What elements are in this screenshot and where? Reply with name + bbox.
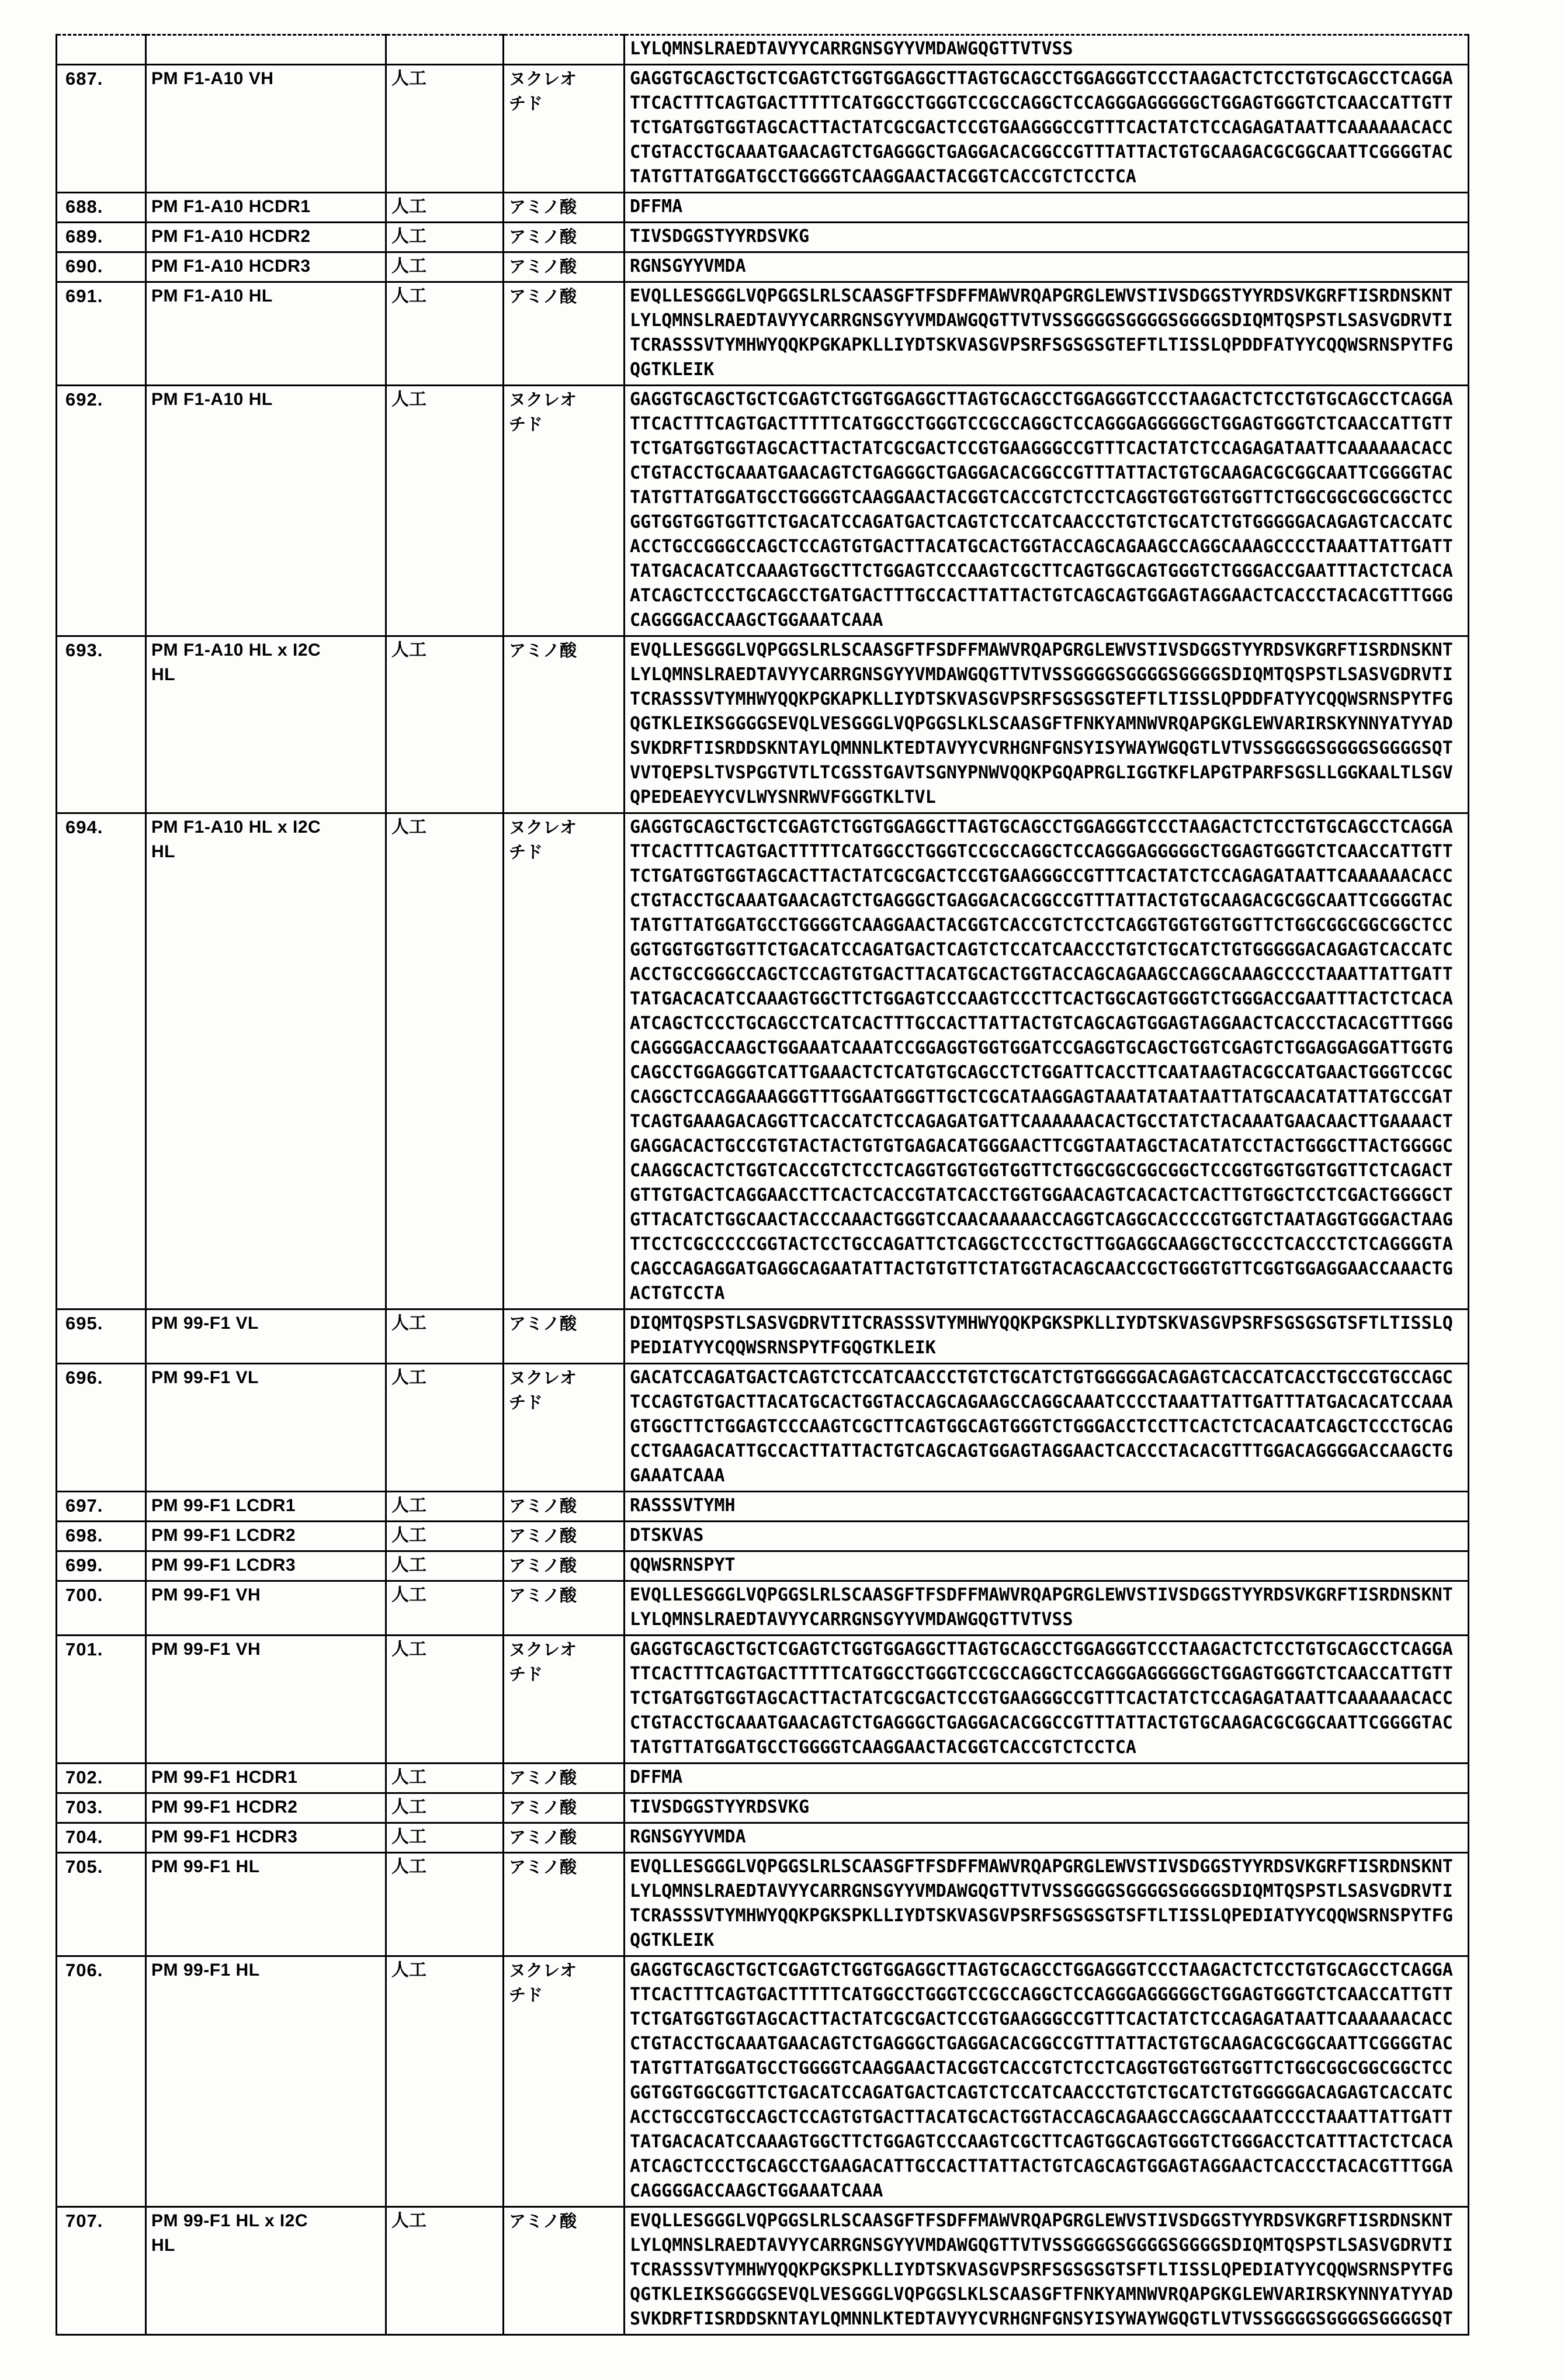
cell-origin: 人工: [386, 1309, 504, 1364]
cell-name: PM 99-F1 HCDR3: [146, 1823, 386, 1853]
continuation-row: [57, 35, 1469, 65]
cell-type: アミノ酸: [504, 1551, 625, 1581]
cell-name: PM 99-F1 LCDR2: [146, 1522, 386, 1551]
cell-sequence: GAGGTGCAGCTGCTCGAGTCTGGTGGAGGCTTAGTGCAGCCTGGAGGGTCCCTAAGACTCTCCTGTGCAGCCTCAGGA TTCACTTTCAGTGACTTTTTCATGGCCTGGGTCCGCCAGGCTCCAGGGAGGGGGCTGGAGTGGGTCTCAACCATTGTT TCTGATGGTGGTAGCACTTACTATCGCGACTCCGTGAAGGGCCGTTTCACTATCTCCAGAGATAATTCAAAAAACACC CTGTACCTGCAAATGAACAGTCTGAGGGCTGAGGACACGGCCGTTTATTACTGTGCAAGACGCGGCAATTCGGGGTAC TATGTTATGGATGCCTGGGGTCAAGGAACTACGGTCACCGTCTCCTCAGGTGGTGGTGGTTCTGGCGGCGGCGGCTCC GGTGGTGGTGGTTCTGACATCCAGATGACTCAGTCTCCATCAACCCTGTCTGCATCTGTGGGGGACAGAGTCACCATC ACCTGCCGGGCCAGCTCCAGTGTGACTTACATGCACTGGTACCAGCAGAAGCCAGGCAAAGCCCCTAAATTATTGATT TATGACACATCCAAAGTGGCTTCTGGAGTCCCAAGTCGCTTCAGTGGCAGTGGGTCTGGGACCGAATTTACTCTCACA ATCAGCTCCCTGCAGCCTGATGACTTTGCCACTTATTACTGTCAGCAGTGGAGTAGGAACTCACCCTACACGTTTGGG CAGGGGACCAAGCTGGAAATCAAA: [625, 386, 1469, 636]
cell-name: PM 99-F1 HL: [146, 1853, 386, 1956]
cell-name: PM 99-F1 HL x I2C HL: [146, 2207, 386, 2335]
cell-origin: 人工: [386, 1522, 504, 1551]
cell-number: 706.: [57, 1956, 146, 2207]
cell-number: 697.: [57, 1492, 146, 1522]
cell-origin: 人工: [386, 223, 504, 252]
cell-type: ヌクレオ チド: [504, 813, 625, 1309]
cell-sequence: DIQMTQSPSTLSASVGDRVTITCRASSSVTYMHWYQQKPGKSPKLLIYDTSKVASGVPSRFSGSGSGTSFTLTISSLQ PEDIATYYCQQWSRNSPYTFGQGTKLEIK: [625, 1309, 1469, 1364]
cell-name: PM 99-F1 LCDR3: [146, 1551, 386, 1581]
cell-origin: 人工: [386, 193, 504, 223]
document-page: [0, 34, 1564, 2380]
cell-sequence: EVQLLESGGGLVQPGGSLRLSCAASGFTFSDFFMAWVRQAPGRGLEWVSTIVSDGGSTYYRDSVKGRFTISRDNSKNT LYLQMNSLRAEDTAVYYCARRGNSGYYVMDAWGQGTTVTVSS: [625, 1581, 1469, 1636]
cell-origin: 人工: [386, 252, 504, 282]
cell-number: 694.: [57, 813, 146, 1309]
table-row: [57, 1492, 1469, 1522]
table-row: [57, 282, 1469, 386]
cell-origin: 人工: [386, 1364, 504, 1492]
cell-sequence: GAGGTGCAGCTGCTCGAGTCTGGTGGAGGCTTAGTGCAGCCTGGAGGGTCCCTAAGACTCTCCTGTGCAGCCTCAGGA TTCACTTTCAGTGACTTTTTCATGGCCTGGGTCCGCCAGGCTCCAGGGAGGGGGCTGGAGTGGGTCTCAACCATTGTT TCTGATGGTGGTAGCACTTACTATCGCGACTCCGTGAAGGGCCGTTTCACTATCTCCAGAGATAATTCAAAAAACACC CTGTACCTGCAAATGAACAGTCTGAGGGCTGAGGACACGGCCGTTTATTACTGTGCAAGACGCGGCAATTCGGGGTAC TATGTTATGGATGCCTGGGGTCAAGGAACTACGGTCACCGTCTCCTCAGGTGGTGGTGGTTCTGGCGGCGGCGGCTCC GGTGGTGGCGGTTCTGACATCCAGATGACTCAGTCTCCATCAACCCTGTCTGCATCTGTGGGGGACAGAGTCACCATC ACCTGCCGTGCCAGCTCCAGTGTGACTTACATGCACTGGTACCAGCAGAAGCCAGGCAAATCCCCTAAATTATTGATT TATGACACATCCAAAGTGGCTTCTGGAGTCCCAAGTCGCTTCAGTGGCAGTGGGTCTGGGACCTCATTTACTCTCACA ATCAGCTCCCTGCAGCCTGAAGACATTGCCACTTATTACTGTCAGCAGTGGAGTAGGAACTCACCCTACACGTTTGGA CAGGGGACCAAGCTGGAAATCAAA: [625, 1956, 1469, 2207]
cell-origin: 人工: [386, 1764, 504, 1793]
cell-origin: 人工: [386, 813, 504, 1309]
cell-type: アミノ酸: [504, 1581, 625, 1636]
cell-name: PM F1-A10 HL x I2C HL: [146, 813, 386, 1309]
cell-sequence: LYLQMNSLRAEDTAVYYCARRGNSGYYVMDAWGQGTTVTVSS: [625, 35, 1469, 65]
cell-number: 699.: [57, 1551, 146, 1581]
cell-number: 705.: [57, 1853, 146, 1956]
cell-type: [504, 35, 625, 65]
table-row: [57, 1853, 1469, 1956]
cell-number: 701.: [57, 1636, 146, 1764]
cell-origin: 人工: [386, 1636, 504, 1764]
cell-type: アミノ酸: [504, 282, 625, 386]
cell-sequence: RGNSGYYVMDA: [625, 1823, 1469, 1853]
cell-origin: 人工: [386, 636, 504, 813]
sequence-listing-table: [56, 34, 1469, 2336]
table-row: [57, 1793, 1469, 1823]
table-row: [57, 1522, 1469, 1551]
table-row: [57, 252, 1469, 282]
table-row: [57, 813, 1469, 1309]
cell-origin: 人工: [386, 1551, 504, 1581]
table-row: [57, 1551, 1469, 1581]
table-row: [57, 386, 1469, 636]
cell-name: PM 99-F1 VL: [146, 1309, 386, 1364]
cell-number: 707.: [57, 2207, 146, 2335]
cell-type: アミノ酸: [504, 1309, 625, 1364]
cell-name: PM F1-A10 HCDR3: [146, 252, 386, 282]
cell-name: PM 99-F1 LCDR1: [146, 1492, 386, 1522]
cell-number: 691.: [57, 282, 146, 386]
cell-number: [57, 35, 146, 65]
table-row: [57, 1956, 1469, 2207]
cell-number: 688.: [57, 193, 146, 223]
cell-type: ヌクレオ チド: [504, 1636, 625, 1764]
cell-type: ヌクレオ チド: [504, 1956, 625, 2207]
cell-origin: 人工: [386, 282, 504, 386]
cell-origin: 人工: [386, 386, 504, 636]
cell-name: PM 99-F1 HCDR2: [146, 1793, 386, 1823]
table-row: [57, 1636, 1469, 1764]
cell-number: 703.: [57, 1793, 146, 1823]
cell-type: アミノ酸: [504, 1522, 625, 1551]
cell-type: アミノ酸: [504, 1853, 625, 1956]
cell-number: 693.: [57, 636, 146, 813]
cell-name: PM F1-A10 HCDR1: [146, 193, 386, 223]
cell-type: アミノ酸: [504, 193, 625, 223]
cell-name: PM 99-F1 VH: [146, 1636, 386, 1764]
table-row: [57, 1823, 1469, 1853]
cell-sequence: TIVSDGGSTYYRDSVKG: [625, 1793, 1469, 1823]
cell-number: 695.: [57, 1309, 146, 1364]
cell-number: 700.: [57, 1581, 146, 1636]
cell-origin: 人工: [386, 1793, 504, 1823]
cell-type: アミノ酸: [504, 1492, 625, 1522]
cell-number: 698.: [57, 1522, 146, 1551]
cell-number: 704.: [57, 1823, 146, 1853]
cell-type: アミノ酸: [504, 1764, 625, 1793]
cell-number: 689.: [57, 223, 146, 252]
cell-type: アミノ酸: [504, 1823, 625, 1853]
cell-sequence: DFFMA: [625, 193, 1469, 223]
cell-type: アミノ酸: [504, 636, 625, 813]
table-row: [57, 2207, 1469, 2335]
cell-number: 702.: [57, 1764, 146, 1793]
cell-sequence: TIVSDGGSTYYRDSVKG: [625, 223, 1469, 252]
cell-origin: 人工: [386, 1492, 504, 1522]
cell-name: PM F1-A10 VH: [146, 65, 386, 193]
cell-name: PM F1-A10 HL x I2C HL: [146, 636, 386, 813]
table-row: [57, 1764, 1469, 1793]
cell-type: ヌクレオ チド: [504, 386, 625, 636]
cell-sequence: DFFMA: [625, 1764, 1469, 1793]
cell-origin: 人工: [386, 2207, 504, 2335]
cell-type: アミノ酸: [504, 252, 625, 282]
cell-number: 690.: [57, 252, 146, 282]
cell-sequence: EVQLLESGGGLVQPGGSLRLSCAASGFTFSDFFMAWVRQAPGRGLEWVSTIVSDGGSTYYRDSVKGRFTISRDNSKNT LYLQMNSLRAEDTAVYYCARRGNSGYYVMDAWGQGTTVTVSSGGGGSGGGGSGGGGSDIQMTQSPSTLSASVGDRVTI TCRASSSVTYMHWYQQKPGKSPKLLIYDTSKVASGVPSRFSGSGSGTSFTLTISSLQPEDIATYYCQQWSRNSPYTFG QGTKLEIKSGGGGSEVQLVESGGGLVQPGGSLKLSCAASGFTFNKYAMNWVRQAPGKGLEWVARIRSKYNNYATYYAD SVKDRFTISRDDSKNTAYLQMNNLKTEDTAVYYCVRHGNFGNSYISYWAYWGQGTLVTVSSGGGGSGGGGSGGGGSQT: [625, 2207, 1469, 2335]
cell-sequence: EVQLLESGGGLVQPGGSLRLSCAASGFTFSDFFMAWVRQAPGRGLEWVSTIVSDGGSTYYRDSVKGRFTISRDNSKNT LYLQMNSLRAEDTAVYYCARRGNSGYYVMDAWGQGTTVTVSSGGGGSGGGGSGGGGSDIQMTQSPSTLSASVGDRVTI TCRASSSVTYMHWYQQKPGKSPKLLIYDTSKVASGVPSRFSGSGSGTSFTLTISSLQPEDIATYYCQQWSRNSPYTFG QGTKLEIK: [625, 1853, 1469, 1956]
cell-name: PM 99-F1 VL: [146, 1364, 386, 1492]
table-row: [57, 636, 1469, 813]
cell-sequence: GAGGTGCAGCTGCTCGAGTCTGGTGGAGGCTTAGTGCAGCCTGGAGGGTCCCTAAGACTCTCCTGTGCAGCCTCAGGA TTCACTTTCAGTGACTTTTTCATGGCCTGGGTCCGCCAGGCTCCAGGGAGGGGGCTGGAGTGGGTCTCAACCATTGTT TCTGATGGTGGTAGCACTTACTATCGCGACTCCGTGAAGGGCCGTTTCACTATCTCCAGAGATAATTCAAAAAACACC CTGTACCTGCAAATGAACAGTCTGAGGGCTGAGGACACGGCCGTTTATTACTGTGCAAGACGCGGCAATTCGGGGTAC TATGTTATGGATGCCTGGGGTCAAGGAACTACGGTCACCGTCTCCTCA: [625, 65, 1469, 193]
cell-name: PM 99-F1 HCDR1: [146, 1764, 386, 1793]
cell-type: アミノ酸: [504, 1793, 625, 1823]
sequence-table-body: [57, 35, 1469, 2335]
cell-number: 687.: [57, 65, 146, 193]
table-row: [57, 223, 1469, 252]
cell-origin: 人工: [386, 1823, 504, 1853]
cell-sequence: GACATCCAGATGACTCAGTCTCCATCAACCCTGTCTGCATCTGTGGGGGACAGAGTCACCATCACCTGCCGTGCCAGC TCCAGTGTGACTTACATGCACTGGTACCAGCAGAAGCCAGGCAAATCCCCTAAATTATTGATTTATGACACATCCAAA GTGGCTTCTGGAGTCCCAAGTCGCTTCAGTGGCAGTGGGTCTGGGACCTCCTTCACTCTCACAATCAGCTCCCTGCAG CCTGAAGACATTGCCACTTATTACTGTCAGCAGTGGAGTAGGAACTCACCCTACACGTTTGGACAGGGGACCAAGCTG GAAATCAAA: [625, 1364, 1469, 1492]
cell-number: 696.: [57, 1364, 146, 1492]
cell-sequence: EVQLLESGGGLVQPGGSLRLSCAASGFTFSDFFMAWVRQAPGRGLEWVSTIVSDGGSTYYRDSVKGRFTISRDNSKNT LYLQMNSLRAEDTAVYYCARRGNSGYYVMDAWGQGTTVTVSSGGGGSGGGGSGGGGSDIQMTQSPSTLSASVGDRVTI TCRASSSVTYMHWYQQKPGKAPKLLIYDTSKVASGVPSRFSGSGSGTEFTLTISSLQPDDFATYYCQQWSRNSPYTFG QGTKLEIK: [625, 282, 1469, 386]
cell-sequence: EVQLLESGGGLVQPGGSLRLSCAASGFTFSDFFMAWVRQAPGRGLEWVSTIVSDGGSTYYRDSVKGRFTISRDNSKNT LYLQMNSLRAEDTAVYYCARRGNSGYYVMDAWGQGTTVTVSSGGGGSGGGGSGGGGSDIQMTQSPSTLSASVGDRVTI TCRASSSVTYMHWYQQKPGKAPKLLIYDTSKVASGVPSRFSGSGSGTEFTLTISSLQPDDFATYYCQQWSRNSPYTFG QGTKLEIKSGGGGSEVQLVESGGGLVQPGGSLKLSCAASGFTFNKYAMNWVRQAPGKGLEWVARIRSKYNNYATYYAD SVKDRFTISRDDSKNTAYLQMNNLKTEDTAVYYCVRHGNFGNSYISYWAYWGQGTLVTVSSGGGGSGGGGSGGGGSQT VVTQEPSLTVSPGGTVTLTCGSSTGAVTSGNYPNWVQQKPGQAPRGLIGGTKFLAPGTPARFSGSLLGGKAALTLSGV QPEDEAEYYCVLWYSNRWVFGGGTKLTVL: [625, 636, 1469, 813]
cell-name: PM 99-F1 VH: [146, 1581, 386, 1636]
table-row: [57, 193, 1469, 223]
cell-sequence: RASSSVTYMH: [625, 1492, 1469, 1522]
cell-name: [146, 35, 386, 65]
cell-type: ヌクレオ チド: [504, 1364, 625, 1492]
cell-sequence: GAGGTGCAGCTGCTCGAGTCTGGTGGAGGCTTAGTGCAGCCTGGAGGGTCCCTAAGACTCTCCTGTGCAGCCTCAGGA TTCACTTTCAGTGACTTTTTCATGGCCTGGGTCCGCCAGGCTCCAGGGAGGGGGCTGGAGTGGGTCTCAACCATTGTT TCTGATGGTGGTAGCACTTACTATCGCGACTCCGTGAAGGGCCGTTTCACTATCTCCAGAGATAATTCAAAAAACACC CTGTACCTGCAAATGAACAGTCTGAGGGCTGAGGACACGGCCGTTTATTACTGTGCAAGACGCGGCAATTCGGGGTAC TATGTTATGGATGCCTGGGGTCAAGGAACTACGGTCACCGTCTCCTCA: [625, 1636, 1469, 1764]
cell-name: PM F1-A10 HL: [146, 282, 386, 386]
cell-origin: 人工: [386, 65, 504, 193]
cell-name: PM 99-F1 HL: [146, 1956, 386, 2207]
cell-origin: 人工: [386, 1956, 504, 2207]
cell-name: PM F1-A10 HCDR2: [146, 223, 386, 252]
cell-type: アミノ酸: [504, 223, 625, 252]
cell-type: ヌクレオ チド: [504, 65, 625, 193]
cell-sequence: QQWSRNSPYT: [625, 1551, 1469, 1581]
table-row: [57, 1364, 1469, 1492]
cell-origin: 人工: [386, 1581, 504, 1636]
table-row: [57, 1309, 1469, 1364]
cell-sequence: RGNSGYYVMDA: [625, 252, 1469, 282]
table-row: [57, 1581, 1469, 1636]
cell-origin: [386, 35, 504, 65]
cell-origin: 人工: [386, 1853, 504, 1956]
table-row: [57, 65, 1469, 193]
cell-sequence: GAGGTGCAGCTGCTCGAGTCTGGTGGAGGCTTAGTGCAGCCTGGAGGGTCCCTAAGACTCTCCTGTGCAGCCTCAGGA TTCACTTTCAGTGACTTTTTCATGGCCTGGGTCCGCCAGGCTCCAGGGAGGGGGCTGGAGTGGGTCTCAACCATTGTT TCTGATGGTGGTAGCACTTACTATCGCGACTCCGTGAAGGGCCGTTTCACTATCTCCAGAGATAATTCAAAAAACACC CTGTACCTGCAAATGAACAGTCTGAGGGCTGAGGACACGGCCGTTTATTACTGTGCAAGACGCGGCAATTCGGGGTAC TATGTTATGGATGCCTGGGGTCAAGGAACTACGGTCACCGTCTCCTCAGGTGGTGGTGGTTCTGGCGGCGGCGGCTCC GGTGGTGGTGGTTCTGACATCCAGATGACTCAGTCTCCATCAACCCTGTCTGCATCTGTGGGGGACAGAGTCACCATC ACCTGCCGGGCCAGCTCCAGTGTGACTTACATGCACTGGTACCAGCAGAAGCCAGGCAAAGCCCCTAAATTATTGATT TATGACACATCCAAAGTGGCTTCTGGAGTCCCAAGTCCCTTCACTGGCAGTGGGTCTGGGACCGAATTTACTCTCACA ATCAGCTCCCTGCAGCCTCATCACTTTGCCACTTATTACTGTCAGCAGTGGAGTAGGAACTCACCCTACACGTTTGGG CAGGGGACCAAGCTGGAAATCAAATCCGGAGGTGGTGGATCCGAGGTGCAGCTGGTCGAGTCTGGAGGAGGATTGGTG CAGCCTGGAGGGTCATTGAAACTCTCATGTGCAGCCTCTGGATTCACCTTCAATAAGTACGCCATGAACTGGGTCCGC CAGGCTCCAGGAAAGGGTTTGGAATGGGTTGCTCGCATAAGGAGTAAATATAATAATTATGCAACATATTATGCCGAT TCAGTGAAAGACAGGTTCACCATCTCCAGAGATGATTCAAAAAACACTGCCTATCTACAAATGAACAACTTGAAAACT GAGGACACTGCCGTGTACTACTGTGTGAGACATGGGAACTTCGGTAATAGCTACATATCCTACTGGGCTTACTGGGGC CAAGGCACTCTGGTCACCGTCTCCTCAGGTGGTGGTGGTTCTGGCGGCGGCGGCTCCGGTGGTGGTGGTTCTCAGACT GTTGTGACTCAGGAACCTTCACTCACCGTATCACCTGGTGGAACAGTCACACTCACTTGTGGCTCCTCGACTGGGGCT GTTACATCTGGCAACTACCCAAACTGGGTCCAACAAAAACCAGGTCAGGCACCCCGTGGTCTAATAGGTGGGACTAAG TTCCTCGCCCCCGGTACTCCTGCCAGATTCTCAGGCTCCCTGCTTGGAGGCAAGGCTGCCCTCACCCTCTCAGGGGTA CAGCCAGAGGATGAGGCAGAATATTACTGTGTTCTATGGTACAGCAACCGCTGGGTGTTCGGTGGAGGAACCAAACTG ACTGTCCTA: [625, 813, 1469, 1309]
cell-name: PM F1-A10 HL: [146, 386, 386, 636]
cell-number: 692.: [57, 386, 146, 636]
cell-type: アミノ酸: [504, 2207, 625, 2335]
cell-sequence: DTSKVAS: [625, 1522, 1469, 1551]
